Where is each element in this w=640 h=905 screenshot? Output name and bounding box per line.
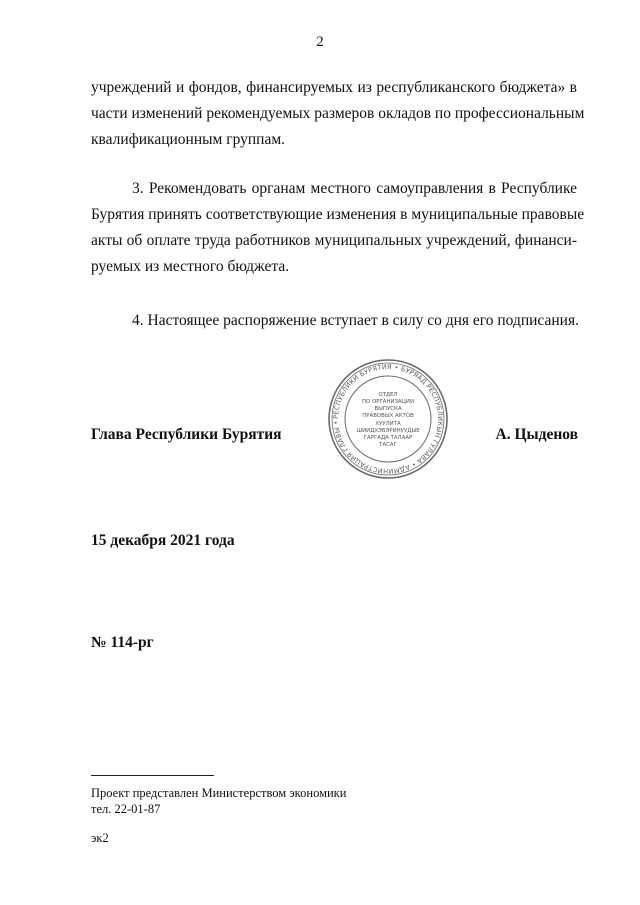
page-number: 2 — [316, 34, 324, 50]
paragraph-line: Бурятия принять соответствующие изменения в муниципальные правовые — [91, 206, 585, 223]
seal-ring-text: РЕСПУБЛИКИ БУРЯТИЯ • БУРЯАД РЕСПУБЛИКЫН ГУЛАВА • АДМИНИСТРАЦИЯ ГЛАВЫ • — [331, 362, 445, 476]
document-date: 15 декабря 2021 года — [91, 532, 235, 549]
document-number: № 114-рг — [91, 634, 154, 651]
seal-center-line: ОТДЕЛ — [378, 392, 398, 398]
footnote-phone: тел. 22-01-87 — [91, 802, 161, 816]
paragraph-line: части изменений рекомендуемых размеров окладов по профессиональным — [91, 105, 585, 122]
footnote-code: эк2 — [91, 831, 109, 845]
seal-center-line: ТАСАГ — [379, 442, 397, 448]
paragraph-item-3 — [91, 176, 585, 280]
seal-center-line: ШИИДХЭБЭРИНУУДЫЕ — [356, 428, 420, 434]
official-seal — [327, 358, 449, 480]
signatory-title: Глава Республики Бурятия — [91, 426, 282, 443]
seal-center-line: ХУУЛИТА — [375, 421, 401, 427]
paragraph-line: квалификационным группам. — [91, 131, 286, 148]
paragraph-item-4 — [91, 308, 577, 334]
paragraph-line: акты об оплате труда работников муниципальных учреждений, финанси- — [91, 232, 577, 249]
seal-center-line: ВЫПУСКА — [374, 406, 402, 412]
paragraph-line: руемых из местного бюджета. — [91, 258, 290, 275]
footnote-prepared-by: Проект представлен Министерством экономики — [91, 786, 347, 800]
paragraph-continuation — [91, 75, 585, 153]
footnote-divider — [91, 775, 214, 776]
seal-center-line: ПРАВОВЫХ АКТОВ — [362, 413, 414, 419]
paragraph-line: 3. Рекомендовать органам местного самоуправления в Республике — [132, 180, 577, 197]
svg-text:РЕСПУБЛИКИ БУРЯТИЯ • БУРЯАД РЕ — [332, 363, 444, 475]
paragraph-line: 4. Настоящее распоряжение вступает в силу со дня его подписания. — [132, 312, 579, 329]
seal-center-line: ГАРГАДА ТАЛААР — [363, 435, 413, 441]
paragraph-line: учреждений и фондов, финансируемых из республиканского бюджета» в — [91, 79, 577, 96]
signatory-name: А. Цыденов — [495, 426, 578, 443]
seal-center-line: ПО ОРГАНИЗАЦИИ — [362, 399, 414, 405]
